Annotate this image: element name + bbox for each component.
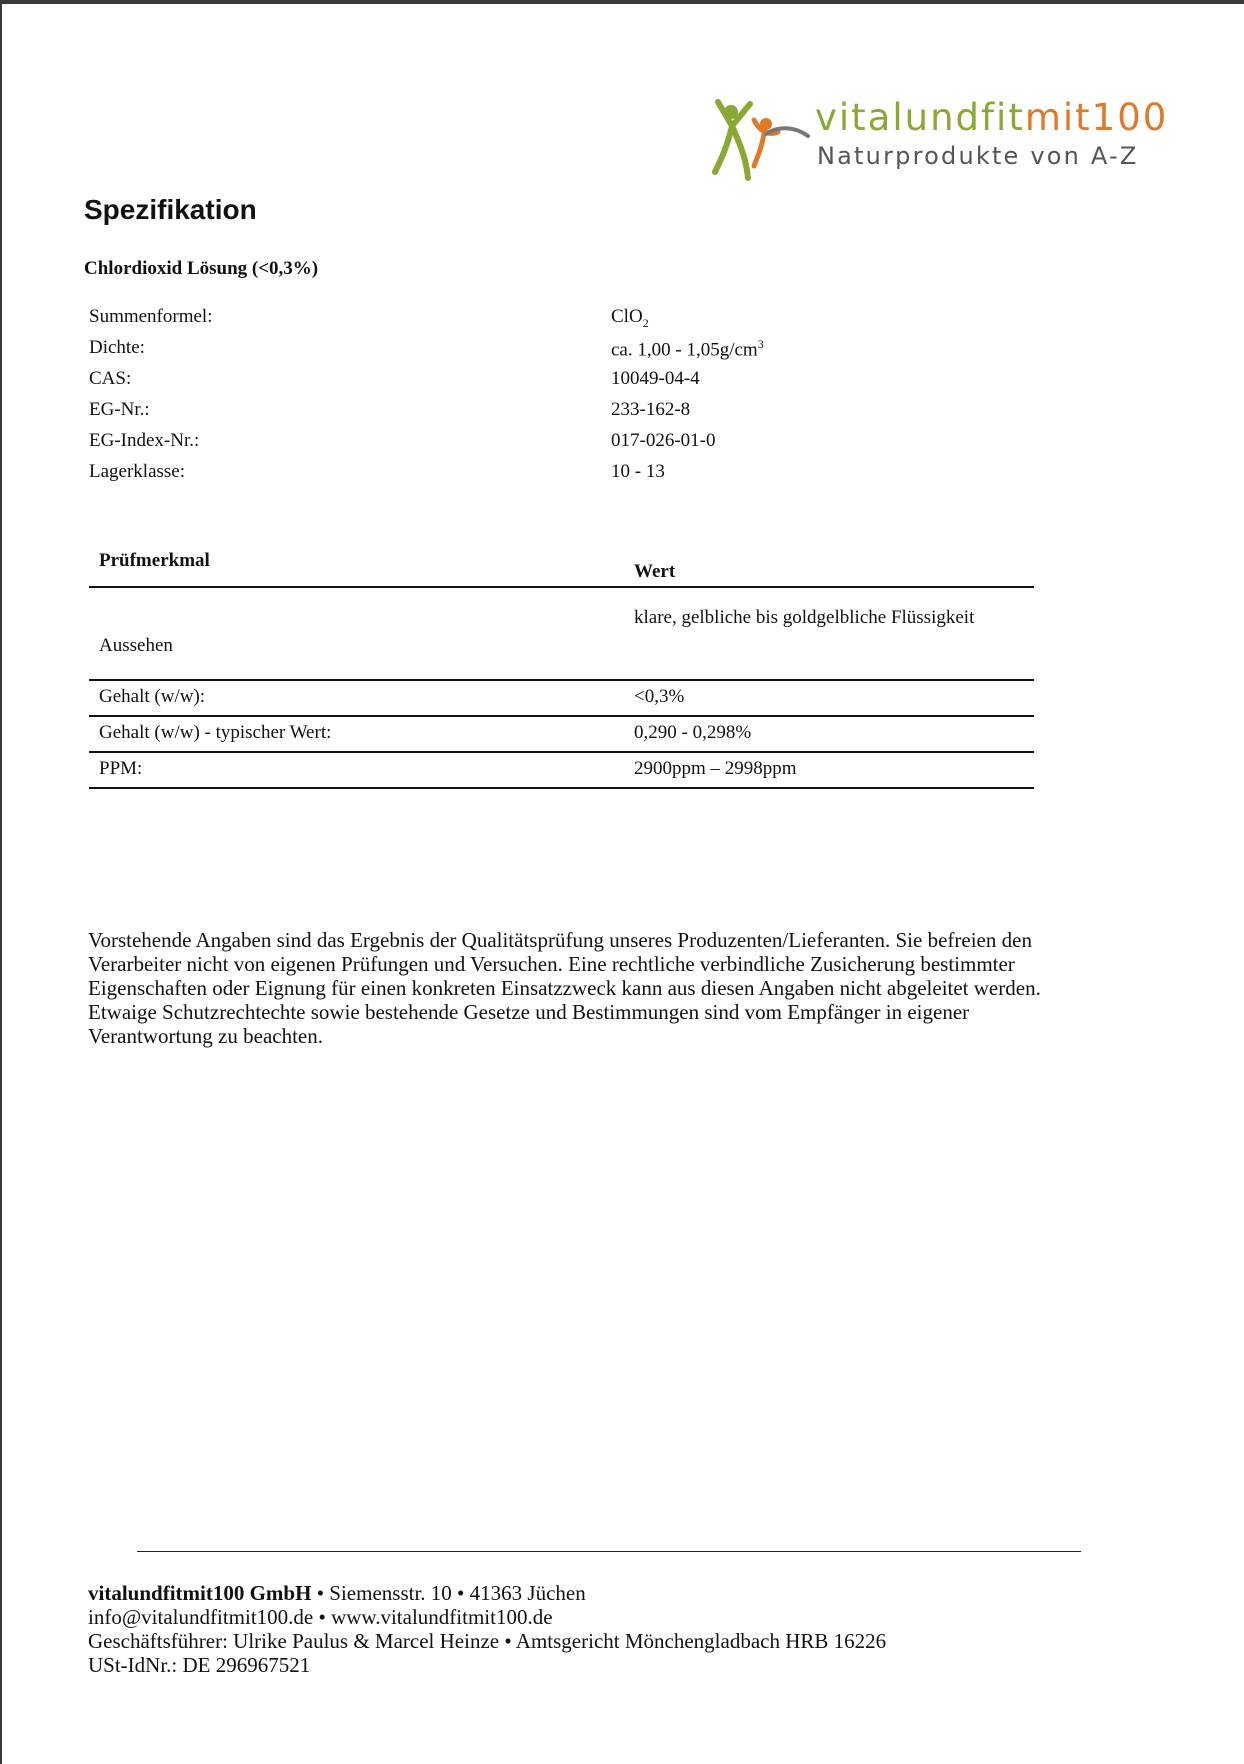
property-label: Lagerklasse: xyxy=(89,461,186,482)
table-cell-value: klare, gelbliche bis goldgelbliche Flüssigkeit xyxy=(634,607,975,628)
table-row xyxy=(89,717,1034,753)
property-value: 017-026-01-0 xyxy=(611,430,716,451)
disclaimer-line: Verantwortung zu beachten. xyxy=(88,1024,323,1048)
two-people-figures-icon xyxy=(712,92,812,184)
footer-divider xyxy=(137,1551,1081,1552)
property-row-eg-index xyxy=(89,430,849,461)
disclaimer-text xyxy=(88,928,1138,1048)
product-name: Chlordioxid Lösung (<0,3%) xyxy=(84,258,319,279)
disclaimer-line: Verarbeiter nicht von eigenen Prüfungen und Versuchen. Eine rechtliche verbindliche Zusicherung bestimmter xyxy=(88,952,1015,976)
property-row-formula xyxy=(89,306,849,337)
property-value: 10 - 13 xyxy=(611,461,665,482)
table-row xyxy=(89,681,1034,717)
table-cell-value: 0,290 - 0,298% xyxy=(634,722,752,743)
property-row-density xyxy=(89,337,849,368)
table-row xyxy=(89,753,1034,789)
footer xyxy=(88,1581,886,1677)
footer-company-name: vitalundfitmit100 GmbH xyxy=(88,1581,312,1605)
spec-table xyxy=(89,540,1034,789)
logo-tagline: Naturprodukte von A-Z xyxy=(817,142,1139,170)
property-value: ClO$_2$ xyxy=(611,306,649,330)
table-cell-value: 2900ppm – 2998ppm xyxy=(634,758,797,779)
table-cell-feature: Gehalt (w/w): xyxy=(99,686,206,707)
property-label: Dichte: xyxy=(89,337,145,358)
table-row xyxy=(89,588,1034,681)
disclaimer-line: Etwaige Schutzrechtechte sowie bestehende Gesetze und Bestimmungen sind vom Empfänger in eigener xyxy=(88,1000,970,1024)
property-value: 233-162-8 xyxy=(611,399,691,420)
property-label: CAS: xyxy=(89,368,132,389)
property-row-storage-class xyxy=(89,461,849,492)
table-cell-feature: Gehalt (w/w) - typischer Wert: xyxy=(99,722,332,743)
footer-company-line xyxy=(88,1581,886,1605)
property-value: ca. $1,00 - 1,05g/cm^3$ xyxy=(611,337,764,361)
footer-address: • Siemensstr. 10 • 41363 Jüchen xyxy=(311,1581,586,1605)
property-label: Summenformel: xyxy=(89,306,213,327)
footer-contact: info@vitalundfitmit100.de • www.vitalundfitmit100.de xyxy=(88,1605,553,1629)
column-header-feature: Prüfmerkmal xyxy=(99,550,210,571)
property-row-cas xyxy=(89,368,849,399)
property-label: EG-Nr.: xyxy=(89,399,150,420)
page-title: Spezifikation xyxy=(84,194,257,225)
property-list xyxy=(89,306,849,492)
table-cell-value: <0,3% xyxy=(634,686,685,707)
page-left-border xyxy=(0,0,2,1764)
company-logo xyxy=(712,92,1169,184)
table-cell-feature: PPM: xyxy=(99,758,143,779)
page-top-border xyxy=(0,0,1244,4)
spec-table-header xyxy=(89,540,1034,588)
property-row-eg-nr xyxy=(89,399,849,430)
footer-management: Geschäftsführer: Ulrike Paulus & Marcel Heinze • Amtsgericht Mönchengladbach HRB 16226 xyxy=(88,1629,887,1653)
property-label: EG-Index-Nr.: xyxy=(89,430,200,451)
column-header-value: Wert xyxy=(634,561,676,582)
table-cell-feature: Aussehen xyxy=(99,635,173,656)
footer-vat: USt-IdNr.: DE 296967521 xyxy=(88,1653,311,1677)
disclaimer-line: Vorstehende Angaben sind das Ergebnis der Qualitätsprüfung unseres Produzenten/Lieferanten. Sie befreien den xyxy=(88,928,1032,952)
property-value: 10049-04-4 xyxy=(611,368,700,389)
disclaimer-line: Eigenschaften oder Eignung für einen konkreten Einsatzzweck kann aus diesen Angaben nicht abgeleitet werden. xyxy=(88,976,1041,1000)
logo-wordmark: vitalundfitmit100 xyxy=(815,96,1169,139)
